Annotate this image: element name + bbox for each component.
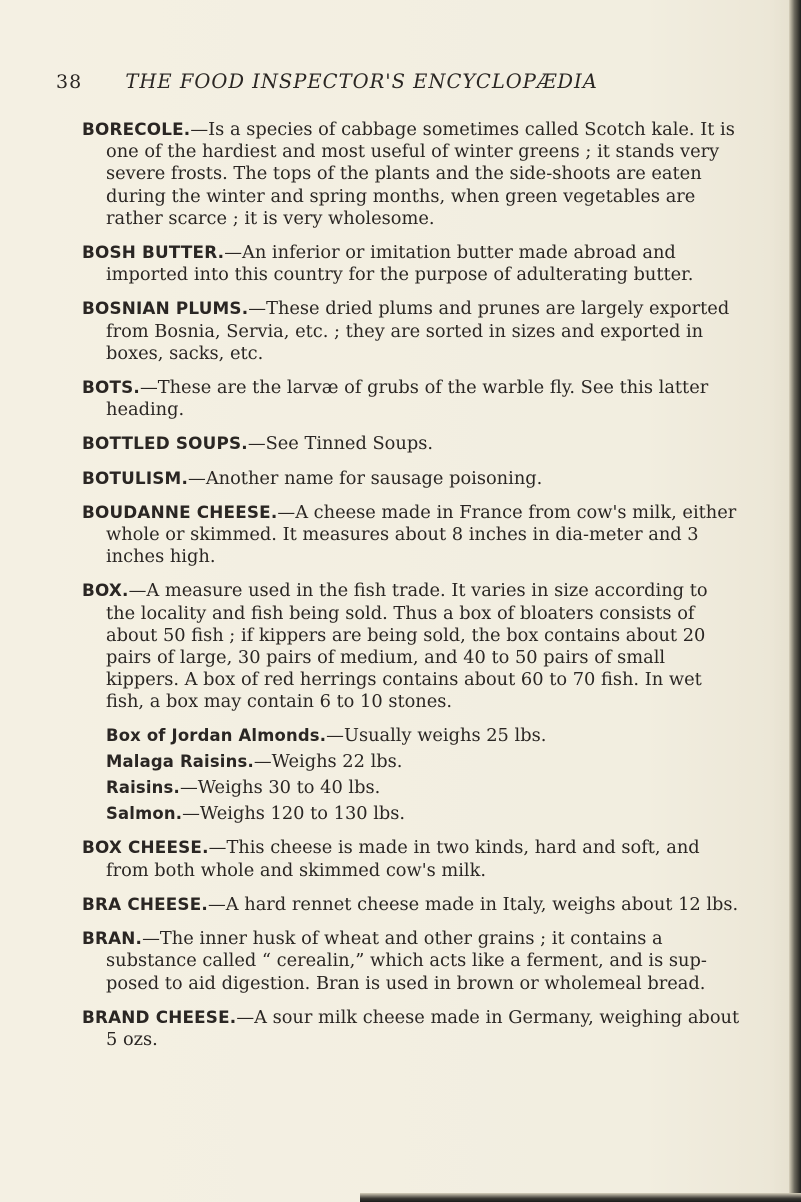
entry-text: —This cheese is made in two kinds, hard and soft, and from both whole and skimmed cow's milk.: [106, 837, 700, 881]
entry-bran: [82, 927, 740, 995]
entry-raisins: [82, 777, 740, 799]
entry-headword: BOTTLED SOUPS.: [82, 433, 248, 454]
entry-headword: BOSNIAN PLUMS.: [82, 298, 249, 319]
entry-text: —Another name for sausage poisoning.: [188, 467, 543, 489]
entry-text: —Is a species of cabbage sometimes called Scotch kale. It is one of the hardiest and most useful of winter greens ; it stands very severe frosts. The tops of the plants and the side-shoots are eaten during the winter and spring months, when green vegetables are rather scarce ; it is very wholesome.: [106, 119, 735, 229]
entry-brand-cheese: [82, 1006, 740, 1051]
page-number: 38: [56, 71, 83, 93]
encyclopedia-entries: [82, 118, 740, 1062]
running-head: THE FOOD INSPECTOR'S ENCYCLOPÆDIA: [125, 70, 598, 93]
entry-headword: BRAND CHEESE.: [82, 1006, 237, 1027]
page-header: [56, 70, 736, 104]
entry-bosnian-plums: [82, 297, 740, 365]
entry-headword: BOTS.: [82, 377, 140, 398]
entry-boudanne-cheese: [82, 501, 740, 569]
entry-headword: BOX CHEESE.: [82, 837, 209, 858]
entry-text: —Weighs 30 to 40 lbs.: [179, 777, 381, 799]
entry-text: —A cheese made in France from cow's milk, either whole or skimmed. It measures about 8 inches in dia-meter and 3 inches high.: [106, 501, 737, 568]
entry-box-cheese: [82, 836, 740, 881]
page-bottom-shadow: [360, 1193, 801, 1202]
entry-malaga-raisins: [82, 751, 740, 773]
entry-headword: BOTULISM.: [82, 467, 189, 488]
entry-text: —Usually weighs 25 lbs.: [326, 724, 547, 746]
entry-headword: Box of Jordan Almonds.: [106, 725, 327, 745]
entry-headword: Salmon.: [106, 804, 183, 824]
entry-text: —Weighs 120 to 130 lbs.: [182, 803, 406, 825]
page-edge-shadow: [789, 0, 801, 1202]
entry-headword: Raisins.: [106, 778, 180, 798]
entry-salmon: [82, 803, 740, 825]
entry-headword: BRAN.: [82, 928, 143, 949]
entry-headword: BRA CHEESE.: [82, 893, 208, 914]
entry-text: —Weighs 22 lbs.: [253, 750, 403, 772]
entry-headword: BOX.: [82, 580, 129, 601]
entry-bottled-soups: [82, 432, 740, 455]
entry-headword: BOSH BUTTER.: [82, 242, 225, 263]
entry-text: —A sour milk cheese made in Germany, weighing about 5 ozs.: [106, 1006, 740, 1050]
entry-headword: BORECOLE.: [82, 119, 191, 139]
entry-botulism: [82, 467, 740, 490]
entry-text: —These are the larvæ of grubs of the warble fly. See this latter heading.: [106, 377, 709, 421]
entry-bra-cheese: [82, 893, 740, 916]
entry-box: [82, 579, 740, 713]
entry-box-jordan-almonds: [82, 725, 740, 747]
entry-text: —See Tinned Soups.: [247, 433, 433, 455]
entry-headword: Malaga Raisins.: [106, 751, 254, 771]
entry-borecole: [82, 118, 740, 230]
entry-headword: BOUDANNE CHEESE.: [82, 501, 278, 522]
entry-text: —A measure used in the fish trade. It varies in size according to the locality and fish being sold. Thus a box of bloaters consists of about 50 fish ; if kippers are being sold, the box contains about 20 pairs of large, 30 pairs of medium, and 40 to 50 pairs of small kippers. A box of red herrings contains about 60 to 70 fish. In wet fish, a box may contain 6 to 10 stones.: [106, 580, 708, 713]
entry-text: —A hard rennet cheese made in Italy, weighs about 12 lbs.: [207, 893, 739, 915]
entry-text: —An inferior or imitation butter made abroad and imported into this country for the purpose of adulterating butter.: [106, 242, 694, 286]
entry-bots: [82, 376, 740, 421]
entry-bosh-butter: [82, 241, 740, 286]
entry-text: —These dried plums and prunes are largely exported from Bosnia, Servia, etc. ; they are sorted in sizes and exported in boxes, sacks, etc.: [106, 298, 730, 364]
entry-text: —The inner husk of wheat and other grains ; it contains a substance called “ cerealin,” which acts like a ferment, and is sup-posed to aid digestion. Bran is used in brown or wholemeal bread.: [106, 928, 707, 994]
